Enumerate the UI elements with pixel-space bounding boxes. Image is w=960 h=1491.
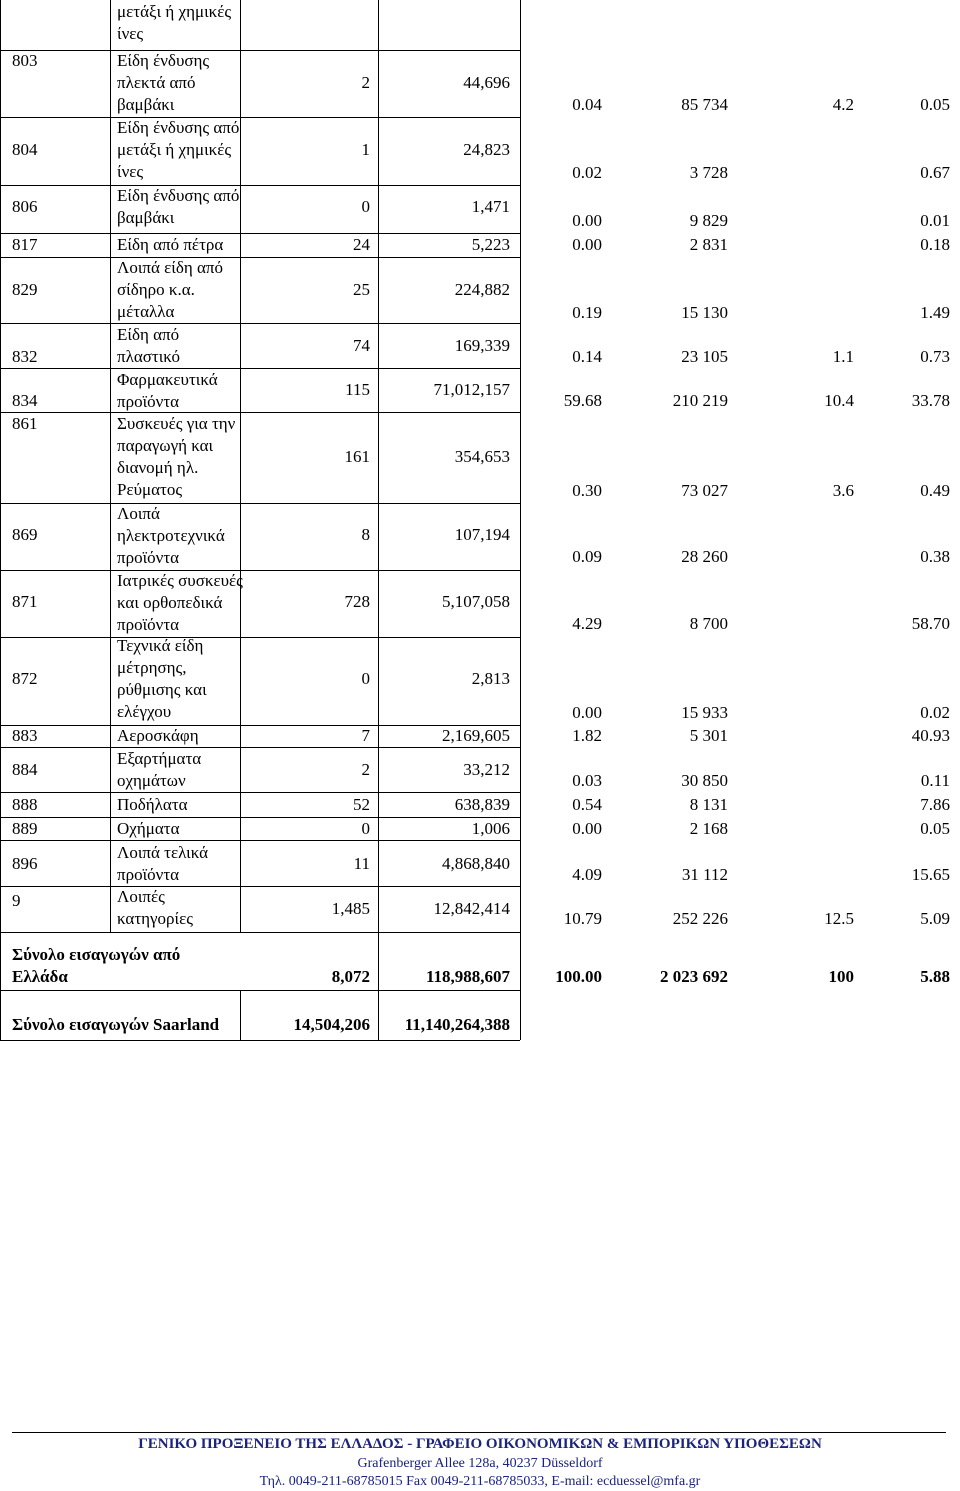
row-description-line: ηλεκτροτεχνικά bbox=[117, 526, 225, 545]
row-total: 210 219 bbox=[672, 391, 728, 410]
row-total: 23 105 bbox=[681, 347, 728, 366]
row-share-3: 0.02 bbox=[920, 703, 950, 722]
row-share: 0.00 bbox=[572, 235, 602, 254]
row-total: 3 728 bbox=[689, 163, 728, 182]
row-description-line: προϊόντα bbox=[117, 548, 180, 567]
row-count: 8 bbox=[361, 525, 370, 544]
row-value: 169,339 bbox=[454, 336, 510, 355]
row-code: 803 bbox=[12, 51, 38, 70]
row-description-line: διανομή ηλ. bbox=[117, 458, 199, 477]
row-code: 829 bbox=[12, 280, 38, 299]
row-count: 52 bbox=[353, 795, 370, 814]
grid-line-row-7 bbox=[0, 412, 520, 413]
row-count: 161 bbox=[344, 447, 370, 466]
row-total: 2 168 bbox=[689, 819, 728, 838]
grid-line-row-5 bbox=[0, 323, 520, 324]
grid-line-col-c bbox=[378, 0, 379, 1040]
greece-total-total: 2 023 692 bbox=[660, 967, 728, 986]
row-total: 28 260 bbox=[681, 547, 728, 566]
row-share-3: 58.70 bbox=[911, 614, 950, 633]
row-code: 9 bbox=[12, 891, 21, 910]
row-description-line: πλαστικό bbox=[117, 347, 180, 366]
saarland-total-value: 11,140,264,388 bbox=[404, 1015, 510, 1034]
row-code: 872 bbox=[12, 669, 38, 688]
footer-rule bbox=[12, 1432, 946, 1433]
grid-line-row-14 bbox=[0, 817, 520, 818]
row-total: 85 734 bbox=[681, 95, 728, 114]
grid-line-row-8 bbox=[0, 503, 520, 504]
row-share: 10.79 bbox=[563, 909, 602, 928]
row-code: 884 bbox=[12, 760, 38, 779]
row-code: 806 bbox=[12, 197, 38, 216]
row-description-line: μετάξι ή χημικές bbox=[117, 2, 232, 21]
row-code: 888 bbox=[12, 795, 38, 814]
row-share: 0.00 bbox=[572, 819, 602, 838]
row-description-line: προϊόντα bbox=[117, 615, 180, 634]
row-share-2: 3.6 bbox=[832, 481, 854, 500]
greece-total-count: 8,072 bbox=[331, 967, 370, 986]
row-total: 8 700 bbox=[689, 614, 728, 633]
grid-line-row-0 bbox=[0, 50, 520, 51]
row-share: 0.09 bbox=[572, 547, 602, 566]
row-description-line: κατηγορίες bbox=[117, 909, 193, 928]
row-share-3: 5.09 bbox=[920, 909, 950, 928]
row-code: 883 bbox=[12, 726, 38, 745]
row-count: 0 bbox=[361, 669, 370, 688]
row-share-3: 0.73 bbox=[920, 347, 950, 366]
grid-line-row-3 bbox=[0, 233, 520, 234]
row-share: 0.00 bbox=[572, 703, 602, 722]
row-total: 8 131 bbox=[689, 795, 728, 814]
row-description-line: Είδη από πέτρα bbox=[117, 235, 224, 254]
grid-line-row-10 bbox=[0, 637, 520, 638]
row-description-line: πλεκτά από bbox=[117, 73, 196, 92]
greece-total-share-3: 5.88 bbox=[920, 967, 950, 986]
row-count: 24 bbox=[353, 235, 370, 254]
row-count: 2 bbox=[361, 760, 370, 779]
row-share: 1.82 bbox=[572, 726, 602, 745]
row-share-3: 0.38 bbox=[920, 547, 950, 566]
row-description-line: ίνες bbox=[117, 162, 144, 181]
row-description-line: βαμβάκι bbox=[117, 95, 175, 114]
row-description-line: Λοιπές bbox=[117, 887, 165, 906]
row-count: 25 bbox=[353, 280, 370, 299]
row-code: 832 bbox=[12, 347, 38, 366]
row-total: 252 226 bbox=[672, 909, 728, 928]
footer-contact: Τηλ. 0049-211-68785015 Fax 0049-211-68785033, E-mail: ecduessel@mfa.gr bbox=[259, 1474, 701, 1489]
row-count: 728 bbox=[344, 592, 370, 611]
row-value: 1,006 bbox=[471, 819, 510, 838]
row-share: 0.02 bbox=[572, 163, 602, 182]
row-description-line: βαμβάκι bbox=[117, 208, 175, 227]
row-share-3: 0.05 bbox=[920, 819, 950, 838]
row-description-line: Είδη από bbox=[117, 325, 180, 344]
row-total: 9 829 bbox=[689, 211, 728, 230]
row-code: 889 bbox=[12, 819, 38, 838]
row-share-3: 0.49 bbox=[920, 481, 950, 500]
row-share: 0.14 bbox=[572, 347, 602, 366]
row-description-line: ίνες bbox=[117, 24, 144, 43]
grid-line-row-2 bbox=[0, 185, 520, 186]
row-description-line: προϊόντα bbox=[117, 865, 180, 884]
row-description-line: Αεροσκάφη bbox=[117, 726, 199, 745]
row-code: 896 bbox=[12, 854, 38, 873]
row-share-2: 12.5 bbox=[824, 909, 854, 928]
row-description-line: Λοιπά bbox=[117, 504, 160, 523]
row-value: 2,813 bbox=[471, 669, 510, 688]
row-count: 115 bbox=[345, 380, 370, 399]
row-code: 804 bbox=[12, 140, 38, 159]
row-description-line: Φαρμακευτικά bbox=[117, 370, 218, 389]
greece-total-value: 118,988,607 bbox=[425, 967, 510, 986]
row-description-line: σίδηρο κ.α. bbox=[117, 280, 195, 299]
row-value: 44,696 bbox=[463, 73, 510, 92]
grid-line-row-16 bbox=[0, 886, 520, 887]
row-value: 107,194 bbox=[454, 525, 510, 544]
row-description-line: Οχήματα bbox=[117, 819, 180, 838]
row-description-line: Λοιπά είδη από bbox=[117, 258, 223, 277]
row-description-line: Είδη ένδυσης από bbox=[117, 118, 240, 137]
grid-line-row-4 bbox=[0, 257, 520, 258]
row-description-line: Εξαρτήματα bbox=[117, 749, 202, 768]
greece-total-share: 100.00 bbox=[555, 967, 602, 986]
row-value: 2,169,605 bbox=[442, 726, 510, 745]
row-share-2: 4.2 bbox=[832, 95, 854, 114]
row-description-line: προϊόντα bbox=[117, 392, 180, 411]
row-share-3: 0.18 bbox=[920, 235, 950, 254]
grid-line-saarland-bottom bbox=[0, 1040, 520, 1041]
row-total: 73 027 bbox=[681, 481, 728, 500]
row-description-line: Ιατρικές συσκευές bbox=[117, 571, 243, 590]
row-share-3: 7.86 bbox=[920, 795, 950, 814]
row-share-3: 0.05 bbox=[920, 95, 950, 114]
row-description-line: Τεχνικά είδη bbox=[117, 636, 204, 655]
row-total: 15 130 bbox=[681, 303, 728, 322]
row-total: 2 831 bbox=[689, 235, 728, 254]
row-description-line: Λοιπά τελικά bbox=[117, 843, 209, 862]
row-description-line: ρύθμισης και bbox=[117, 680, 207, 699]
row-description-line: Είδη ένδυσης από bbox=[117, 186, 240, 205]
row-share-3: 0.01 bbox=[920, 211, 950, 230]
row-count: 0 bbox=[361, 197, 370, 216]
row-share-3: 0.11 bbox=[920, 771, 950, 790]
row-share-2: 10.4 bbox=[824, 391, 854, 410]
greece-total-label: Ελλάδα bbox=[12, 967, 68, 986]
row-code: 817 bbox=[12, 235, 38, 254]
grid-line-row-12 bbox=[0, 747, 520, 748]
row-share-3: 40.93 bbox=[911, 726, 950, 745]
row-count: 11 bbox=[353, 854, 370, 873]
row-share: 0.00 bbox=[572, 211, 602, 230]
row-share: 4.09 bbox=[572, 865, 602, 884]
row-value: 12,842,414 bbox=[433, 899, 510, 918]
footer-address: Grafenberger Allee 128a, 40237 Düsseldorf bbox=[357, 1456, 603, 1471]
row-description-line: και ορθοπεδικά bbox=[117, 593, 223, 612]
row-description-line: Συσκευές για την bbox=[117, 414, 236, 433]
grid-line-col-c-total bbox=[378, 932, 379, 1040]
saarland-total-label: Σύνολο εισαγωγών Saarland bbox=[12, 1015, 220, 1034]
row-count: 74 bbox=[353, 336, 370, 355]
row-total: 15 933 bbox=[681, 703, 728, 722]
grid-line-left-total bbox=[0, 932, 1, 990]
grid-line-row-17 bbox=[0, 932, 520, 933]
grid-line-row-6 bbox=[0, 368, 520, 369]
row-value: 1,471 bbox=[471, 197, 510, 216]
row-share-3: 0.67 bbox=[920, 163, 950, 182]
row-code: 834 bbox=[12, 391, 38, 410]
grid-line-row-13 bbox=[0, 792, 520, 793]
row-value: 4,868,840 bbox=[442, 854, 510, 873]
row-count: 0 bbox=[361, 819, 370, 838]
grid-line-row-9 bbox=[0, 570, 520, 571]
row-share: 4.29 bbox=[572, 614, 602, 633]
row-value: 354,653 bbox=[454, 447, 510, 466]
row-code: 869 bbox=[12, 525, 38, 544]
row-description-line: παραγωγή και bbox=[117, 436, 214, 455]
row-share-2: 1.1 bbox=[832, 347, 854, 366]
row-share: 0.54 bbox=[572, 795, 602, 814]
row-share: 0.04 bbox=[572, 95, 602, 114]
row-value: 224,882 bbox=[454, 280, 510, 299]
greece-total-label: Σύνολο εισαγωγών από bbox=[12, 945, 181, 964]
row-description-line: οχημάτων bbox=[117, 771, 186, 790]
row-value: 5,107,058 bbox=[442, 592, 510, 611]
saarland-total-count: 14,504,206 bbox=[293, 1015, 370, 1034]
row-description-line: ελέγχου bbox=[117, 702, 172, 721]
row-share: 0.03 bbox=[572, 771, 602, 790]
row-share-3: 33.78 bbox=[911, 391, 950, 410]
row-value: 638,839 bbox=[454, 795, 510, 814]
row-value: 33,212 bbox=[463, 760, 510, 779]
row-total: 5 301 bbox=[689, 726, 728, 745]
row-value: 71,012,157 bbox=[433, 380, 510, 399]
row-value: 24,823 bbox=[463, 140, 510, 159]
row-description-line: Ρεύματος bbox=[117, 480, 183, 499]
row-total: 30 850 bbox=[681, 771, 728, 790]
row-share: 59.68 bbox=[563, 391, 602, 410]
row-code: 871 bbox=[12, 592, 38, 611]
row-description-line: μέταλλα bbox=[117, 302, 175, 321]
row-count: 2 bbox=[361, 73, 370, 92]
grid-line-row-15 bbox=[0, 840, 520, 841]
row-share-3: 1.49 bbox=[920, 303, 950, 322]
row-description-line: μέτρησης, bbox=[117, 658, 187, 677]
row-description-line: Είδη ένδυσης bbox=[117, 51, 210, 70]
row-share: 0.19 bbox=[572, 303, 602, 322]
greece-total-share-2: 100 bbox=[828, 967, 854, 986]
row-share-3: 15.65 bbox=[911, 865, 950, 884]
grid-line-col-d bbox=[520, 0, 521, 1040]
row-count: 1,485 bbox=[331, 899, 370, 918]
row-code: 861 bbox=[12, 414, 38, 433]
row-description-line: Ποδήλατα bbox=[117, 795, 188, 814]
row-count: 7 bbox=[361, 726, 370, 745]
row-total: 31 112 bbox=[681, 865, 728, 884]
row-description-line: μετάξι ή χημικές bbox=[117, 140, 232, 159]
row-count: 1 bbox=[361, 140, 370, 159]
grid-line-left-saarland bbox=[0, 990, 1, 1040]
grid-line-total-bottom bbox=[0, 990, 520, 991]
footer-organization: ΓΕΝΙΚΟ ΠΡΟΞΕΝΕΙΟ ΤΗΣ ΕΛΛΑΔΟΣ - ΓΡΑΦΕΙΟ ΟΙΚΟΝΟΜΙΚΩΝ & ΕΜΠΟΡΙΚΩΝ ΥΠΟΘΕΣΕΩΝ bbox=[138, 1436, 822, 1452]
row-share: 0.30 bbox=[572, 481, 602, 500]
grid-line-row-1 bbox=[0, 117, 520, 118]
row-value: 5,223 bbox=[471, 235, 510, 254]
